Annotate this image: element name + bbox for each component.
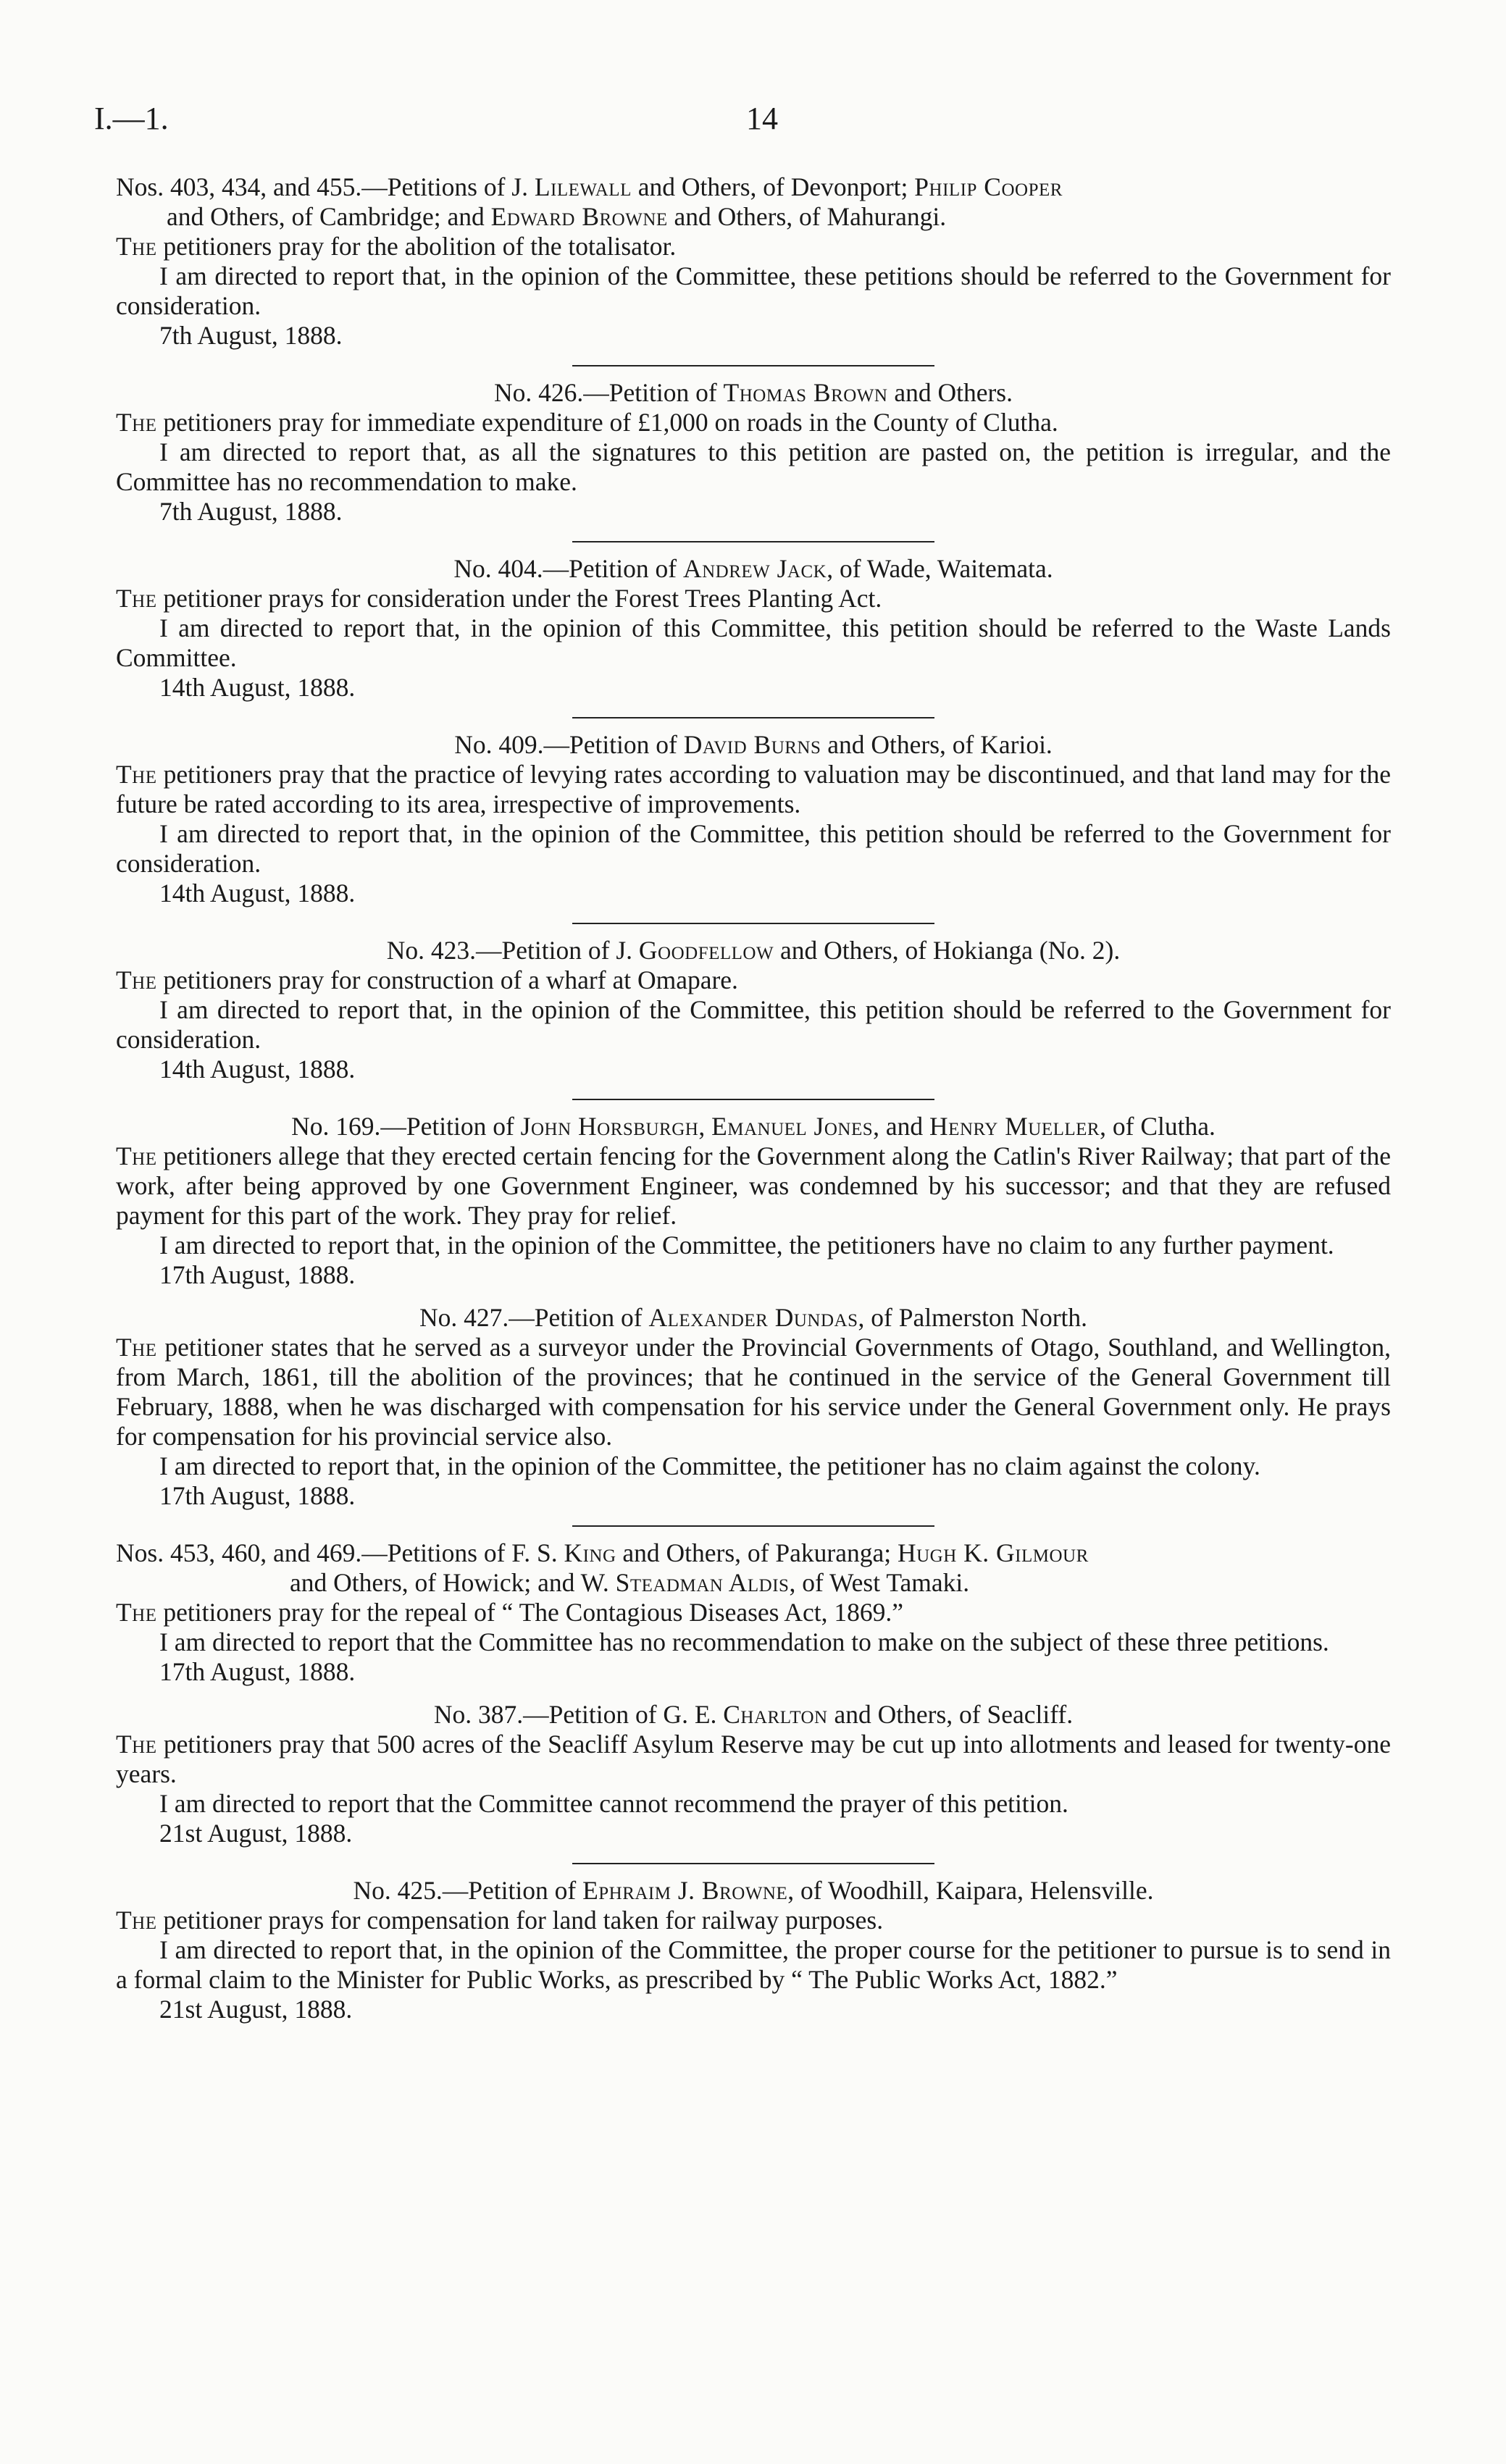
petition-heading: No. 423.—Petition of J. Goodfellow and Others, of Hokianga (No. 2). (386, 936, 1121, 965)
page-number: 14 (746, 101, 778, 136)
petition-heading: No. 427.—Petition of Alexander Dundas, of Palmerston North. (419, 1303, 1088, 1332)
petition-prayer: The petitioner states that he served as a surveyor under the Provincial Governments of Otago, Southland, and Wellington, from March, 1861, till the abolition of the provinces; that he continued in the service of the General Government till February, 1888, when he was discharged with compensation for his service under the General Government only. He prays for compensation for his provincial service also. (116, 1333, 1391, 1451)
section-divider (572, 1099, 934, 1100)
petition-prayer: The petitioners pray for construction of a wharf at Omapare. (116, 965, 738, 994)
petition-prayer: The petitioners pray that 500 acres of the Seacliff Asylum Reserve may be cut up into allotments and leased for twenty-one years. (116, 1730, 1391, 1788)
petition-heading: No. 425.—Petition of Ephraim J. Browne, of Woodhill, Kaipara, Helensville. (353, 1876, 1154, 1905)
petition-prayer: The petitioners pray that the practice of levying rates according to valuation may be discontinued, and that land may for the future be rated according to its area, irrespective of improvements. (116, 760, 1391, 818)
report-date: 17th August, 1888. (159, 1260, 356, 1289)
section-divider (572, 1863, 934, 1864)
petition-prayer: The petitioner prays for compensation for land taken for railway purposes. (116, 1906, 884, 1935)
report-date: 14th August, 1888. (159, 673, 356, 702)
petition-section (116, 378, 1391, 527)
report-date: 21st August, 1888. (159, 1995, 353, 2024)
committee-report: I am directed to report that, in the opinion of the Committee, the petitioner has no claim against the colony. (159, 1451, 1260, 1480)
petition-heading: No. 404.—Petition of Andrew Jack, of Wade, Waitemata. (453, 554, 1053, 583)
petition-prayer: The petitioners allege that they erected certain fencing for the Government along the Catlin's River Railway; that part of the work, after being approved by one Government Engineer, was condemned by his successor; and that they are refused payment for this part of the work. They pray for relief. (116, 1141, 1391, 1230)
section-divider (572, 717, 934, 718)
section-divider (572, 923, 934, 924)
report-date: 17th August, 1888. (159, 1657, 356, 1686)
petition-heading: No. 426.—Petition of Thomas Brown and Others. (494, 378, 1013, 407)
petition-section (116, 1303, 1391, 1511)
paper-reference: I.—1. (94, 101, 169, 136)
petition-section (116, 1876, 1391, 2024)
committee-report: I am directed to report that, in the opinion of the Committee, these petitions should be referred to the Government for consideration. (116, 261, 1391, 320)
petition-heading: Nos. 453, 460, and 469.—Petitions of F. S. King and Others, of Pakuranga; Hugh K. Gilmour and Others, of Howick; and W. Steadman Aldis, of West Tamaki. (116, 1538, 1089, 1597)
report-date: 14th August, 1888. (159, 879, 356, 908)
petition-prayer: The petitioners pray for immediate expenditure of £1,000 on roads in the County of Clutha. (116, 408, 1058, 437)
petition-heading: No. 387.—Petition of G. E. Charlton and Others, of Seacliff. (433, 1700, 1074, 1729)
petition-section (116, 1112, 1391, 1290)
section-divider (572, 365, 934, 366)
committee-report: I am directed to report that the Committee cannot recommend the prayer of this petition. (159, 1789, 1068, 1818)
report-date: 7th August, 1888. (159, 321, 343, 350)
committee-report: I am directed to report that, in the opinion of the Committee, the proper course for the petitioner to pursue is to send in a formal claim to the Minister for Public Works, as prescribed by “ The Public Works Act, 1882.” (116, 1935, 1391, 1994)
committee-report: I am directed to report that the Committee has no recommendation to make on the subject of these three petitions. (159, 1627, 1329, 1656)
petition-prayer: The petitioners pray for the repeal of “ The Contagious Diseases Act, 1869.” (116, 1598, 904, 1627)
section-divider (572, 1525, 934, 1527)
report-date: 17th August, 1888. (159, 1481, 356, 1510)
petition-section (116, 172, 1391, 351)
committee-report: I am directed to report that, in the opinion of this Committee, this petition should be referred to the Waste Lands Committee. (116, 613, 1391, 672)
petition-section (116, 554, 1391, 703)
petition-section (116, 730, 1391, 908)
committee-report: I am directed to report that, as all the signatures to this petition are pasted on, the petition is irregular, and the Committee has no recommendation to make. (116, 437, 1391, 496)
petition-heading: Nos. 403, 434, and 455.—Petitions of J. Lilewall and Others, of Devonport; Philip Cooper and Others, of Cambridge; and Edward Browne and Others, of Mahurangi. (116, 172, 1063, 231)
report-date: 14th August, 1888. (159, 1055, 356, 1084)
document-body (116, 172, 1391, 2024)
petition-section (116, 1700, 1391, 1848)
petition-prayer: The petitioners pray for the abolition of the totalisator. (116, 232, 677, 261)
committee-report: I am directed to report that, in the opinion of the Committee, this petition should be referred to the Government for consideration. (116, 819, 1391, 878)
petition-heading: No. 169.—Petition of John Horsburgh, Emanuel Jones, and Henry Mueller, of Clutha. (291, 1112, 1216, 1141)
petition-section (116, 936, 1391, 1084)
committee-report: I am directed to report that, in the opinion of the Committee, this petition should be referred to the Government for consideration. (116, 995, 1391, 1054)
petition-heading: No. 409.—Petition of David Burns and Others, of Karioi. (454, 730, 1053, 759)
petition-prayer: The petitioner prays for consideration under the Forest Trees Planting Act. (116, 584, 882, 613)
page-header (94, 100, 1391, 143)
report-date: 21st August, 1888. (159, 1819, 353, 1848)
committee-report: I am directed to report that, in the opinion of the Committee, the petitioners have no claim to any further payment. (159, 1231, 1334, 1260)
section-divider (572, 541, 934, 542)
report-date: 7th August, 1888. (159, 497, 343, 526)
petition-section (116, 1538, 1391, 1687)
